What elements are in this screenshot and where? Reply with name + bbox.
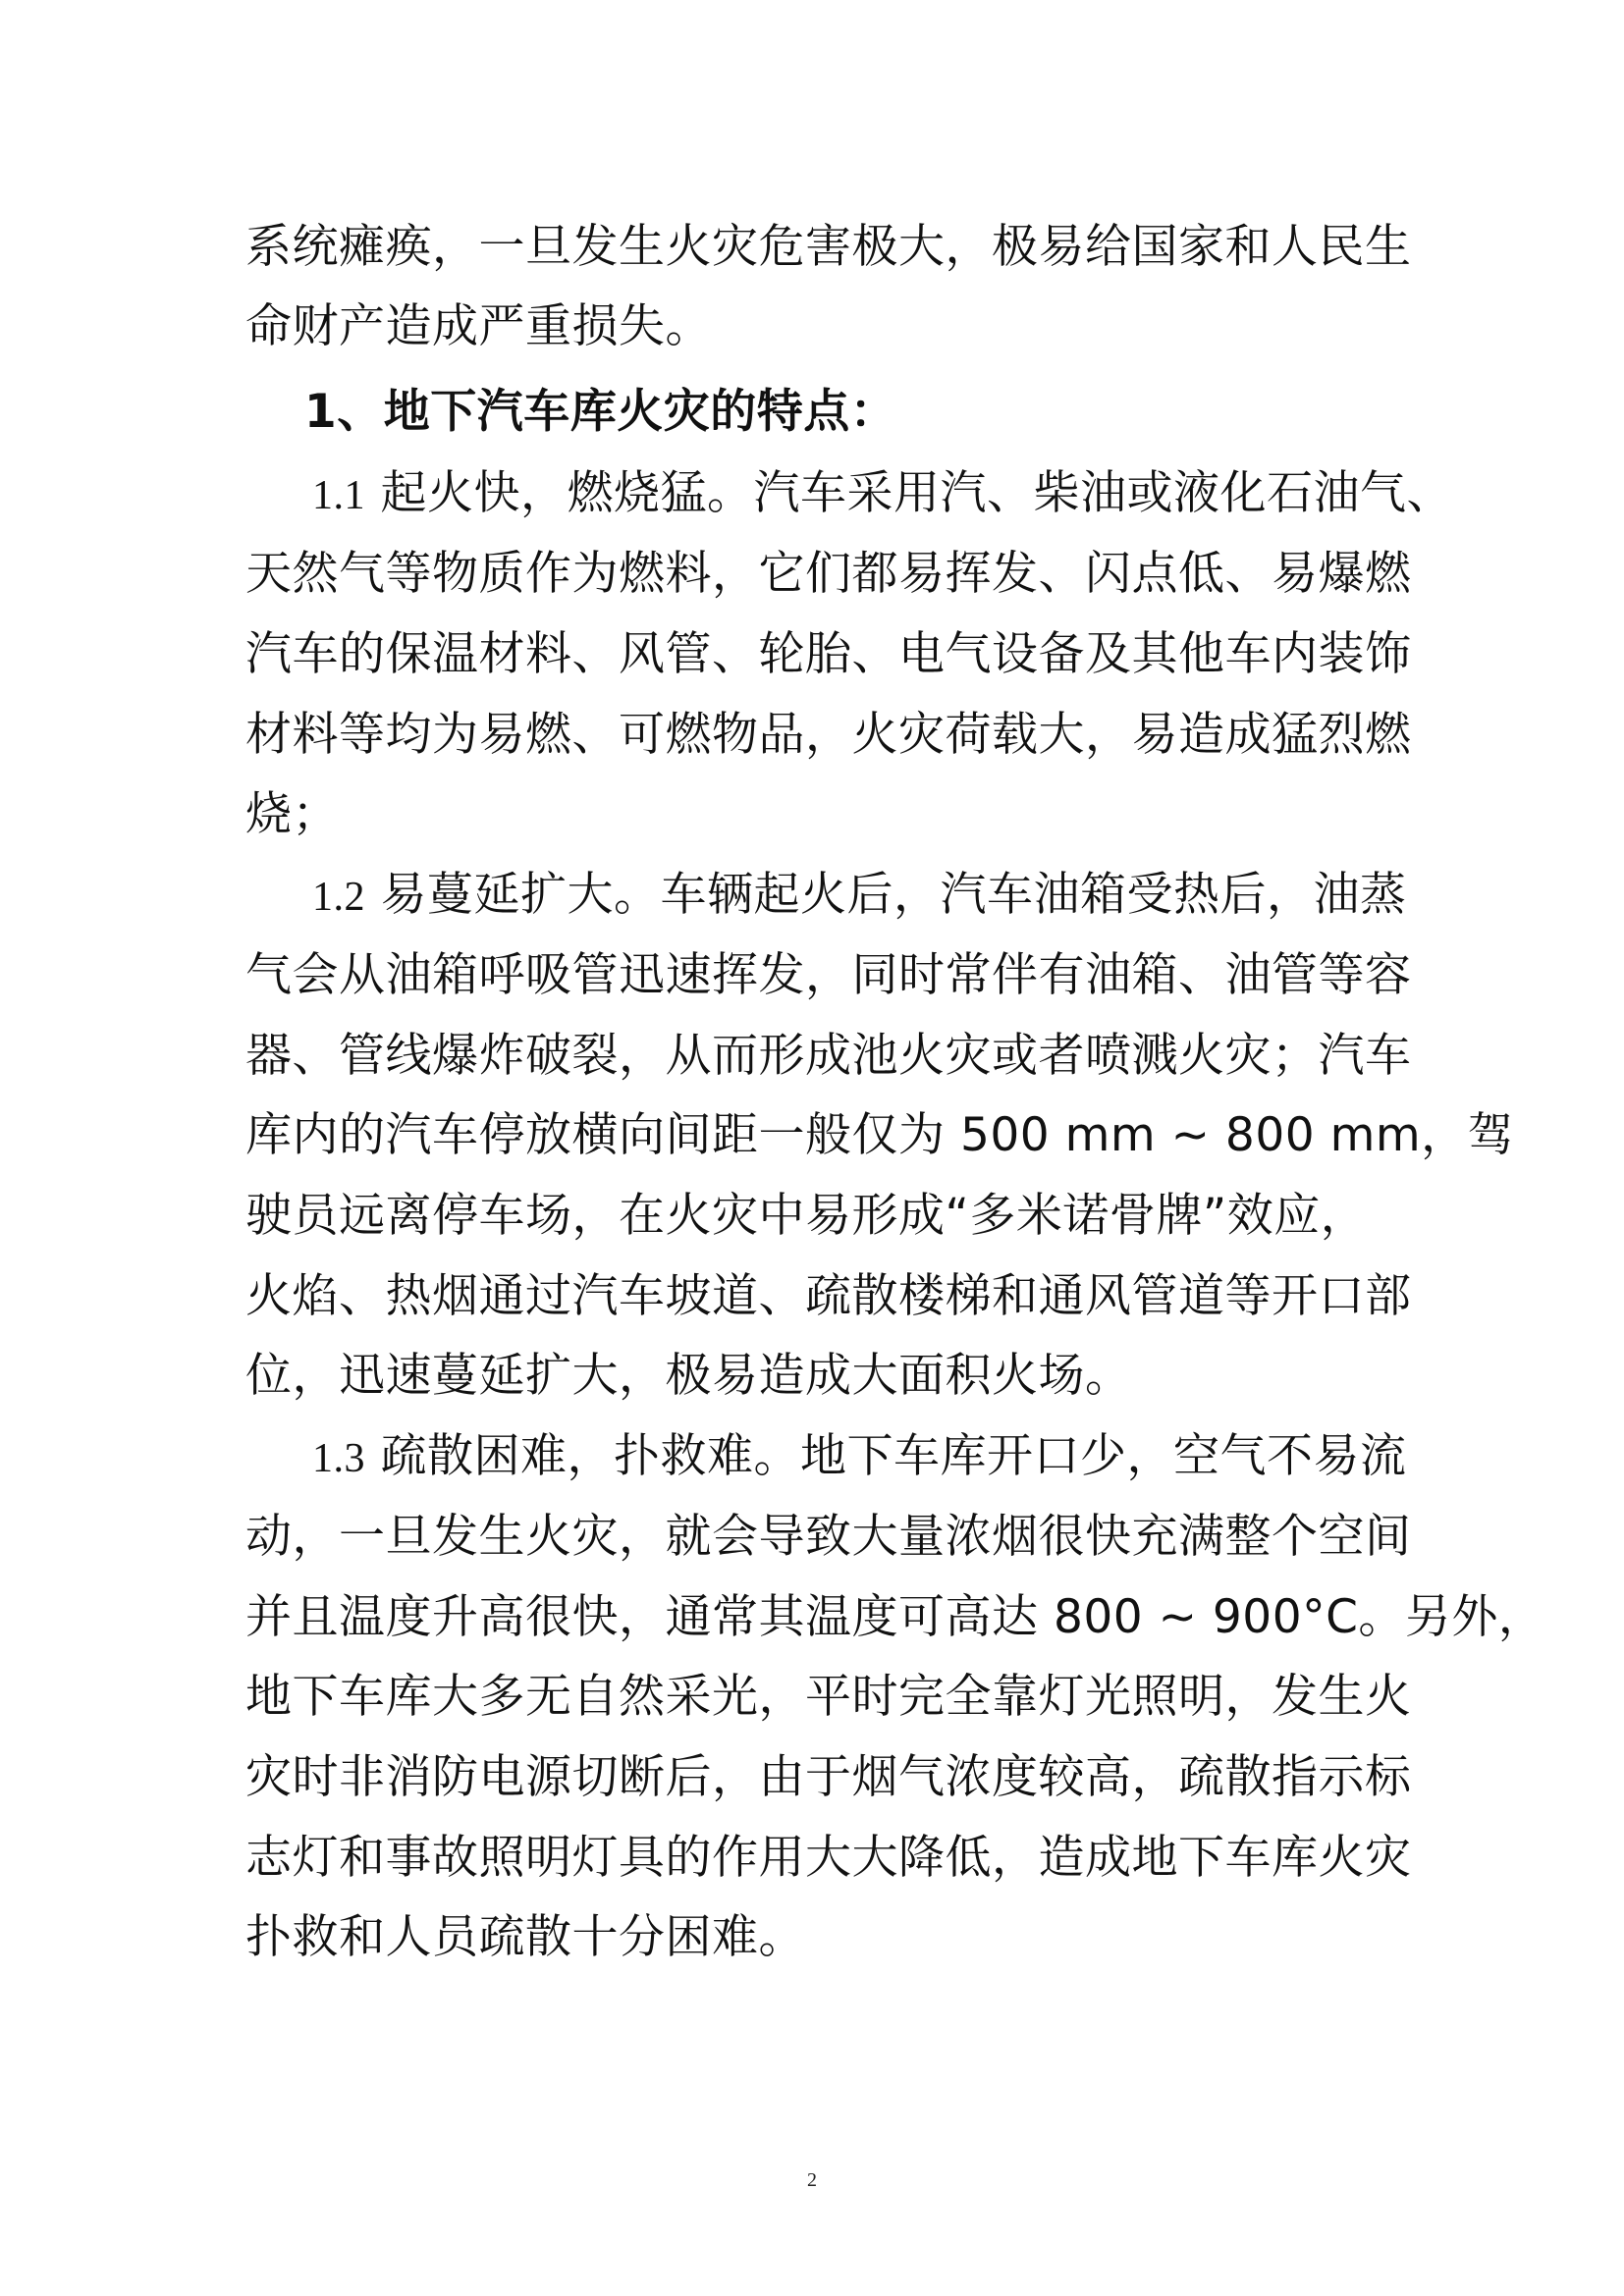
item-1-1-line-5: 烧；: [245, 787, 339, 841]
item-1-2-line-5: 驶员远离停车场，在火灾中易形成“多米诺骨牌”效应，: [245, 1189, 1368, 1243]
item-1-2-line-7: 位，迅速蔓延扩大，极易造成大面积火场。: [245, 1349, 1132, 1403]
item-number: 1.3: [312, 1436, 365, 1481]
item-1-1-line-4: 材料等均为易燃、可燃物品，火灾荷载大，易造成猛烈燃: [245, 708, 1412, 762]
item-text: 疏散困难，扑救难。地下车库开口少，空气不易流: [380, 1429, 1407, 1483]
item-1-1-line-3: 汽车的保温材料、风管、轮胎、电气设备及其他车内装饰: [245, 627, 1412, 681]
item-text: 易蔓延扩大。车辆起火后，汽车油箱受热后，油蒸: [380, 868, 1407, 922]
item-1-2-line-2: 气会从油箱呼吸管迅速挥发，同时常伴有油箱、油管等容: [245, 948, 1412, 1002]
intro-line-2: 命财产造成严重损失。: [245, 299, 712, 353]
item-1-2-line-6: 火焰、热烟通过汽车坡道、疏散楼梯和通风管道等开口部: [245, 1269, 1412, 1323]
item-1-2-first-line: [312, 866, 1406, 927]
item-text: 起火快，燃烧猛。汽车采用汽、柴油或液化石油气、: [380, 466, 1453, 520]
item-number: 1.1: [312, 473, 365, 518]
item-1-3-line-4: 地下车库大多无自然采光，平时完全靠灯光照明，发生火: [245, 1670, 1412, 1724]
item-1-3-first-line: [312, 1427, 1406, 1488]
item-1-1-first-line: [312, 464, 1453, 525]
page-number: 2: [807, 2169, 817, 2191]
item-1-3-line-5: 灾时非消防电源切断后，由于烟气浓度较高，疏散指示标: [245, 1750, 1412, 1804]
item-1-1-line-2: 天然气等物质作为燃料，它们都易挥发、闪点低、易爆燃: [245, 547, 1412, 601]
section-heading: 1、地下汽车库火灾的特点：: [304, 385, 897, 439]
item-1-3-line-3: 并且温度升高很快，通常其温度可高达 800 ~ 900°C。另外，: [245, 1590, 1545, 1644]
item-1-3-line-7: 扑救和人员疏散十分困难。: [245, 1910, 805, 1964]
item-1-2-line-3: 器、管线爆炸破裂，从而形成池火灾或者喷溅火灾；汽车: [245, 1029, 1412, 1083]
item-1-2-line-4: 库内的汽车停放横向间距一般仅为 500 mm ~ 800 mm，驾: [245, 1108, 1515, 1162]
item-1-3-line-2: 动，一旦发生火灾，就会导致大量浓烟很快充满整个空间: [245, 1510, 1412, 1564]
item-number: 1.2: [312, 875, 365, 920]
intro-line-1: 系统瘫痪，一旦发生火灾危害极大，极易给国家和人民生: [245, 220, 1412, 274]
item-1-3-line-6: 志灯和事故照明灯具的作用大大降低，造成地下车库火灾: [245, 1831, 1412, 1885]
